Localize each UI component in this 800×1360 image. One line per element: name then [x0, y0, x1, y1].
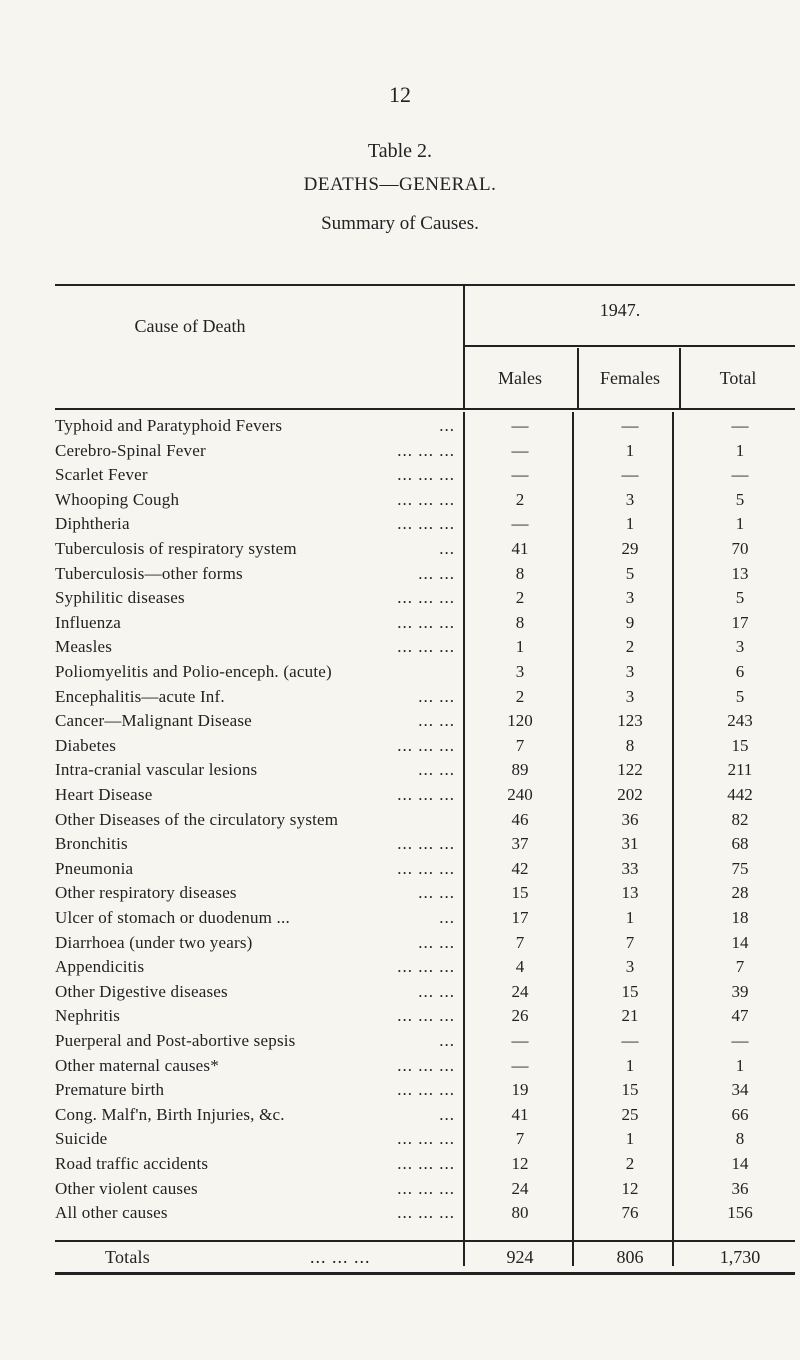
males-cell: 15	[511, 883, 529, 903]
leader-dots: ... ... ...	[397, 465, 455, 485]
males-cell: 2	[515, 686, 525, 706]
females-cell: 122	[617, 760, 643, 780]
totals-dots: ... ... ...	[310, 1247, 371, 1267]
cause-cell: Poliomyelitis and Polio-enceph. (acute)	[55, 662, 332, 681]
table-heading: DEATHS—GENERAL.	[303, 174, 497, 195]
females-cell: 1	[625, 908, 635, 927]
totals-males: 924	[506, 1247, 534, 1267]
total-cell: 34	[731, 1080, 749, 1100]
males-cell: 19	[511, 1080, 529, 1100]
males-cell: 12	[511, 1154, 529, 1173]
leader-dots: ... ... ...	[397, 785, 455, 804]
table-row	[0, 1031, 800, 1054]
leader-dots: ... ...	[418, 981, 455, 1001]
table-title: Table 2.	[367, 140, 433, 162]
total-cell: 1	[735, 514, 745, 534]
column-header-males: Males	[498, 368, 542, 388]
table-row	[0, 785, 800, 808]
males-cell: 240	[507, 785, 533, 804]
cause-cell: Heart Disease	[55, 785, 153, 804]
header-divider	[463, 284, 465, 408]
total-cell: 1	[735, 440, 745, 460]
table-row	[0, 883, 800, 906]
total-cell: 28	[731, 883, 749, 903]
leader-dots: ... ...	[418, 686, 455, 706]
leader-dots: ... ... ...	[397, 514, 455, 534]
leader-dots: ... ... ...	[397, 1080, 455, 1100]
cause-cell: Tuberculosis of respiratory system	[55, 539, 297, 558]
cause-cell: Cerebro-Spinal Fever	[55, 440, 206, 460]
cause-cell: Typhoid and Paratyphoid Fevers	[55, 416, 283, 435]
table-row	[0, 933, 800, 956]
table-row	[0, 490, 800, 513]
males-cell: 46	[511, 809, 529, 829]
cause-cell: Road traffic accidents	[55, 1154, 209, 1173]
females-cell: 1	[625, 440, 635, 460]
males-cell: 1	[515, 637, 525, 657]
table-row	[0, 588, 800, 611]
males-cell: 3	[515, 662, 525, 681]
females-cell: 12	[621, 1178, 639, 1198]
females-cell: —	[621, 1031, 639, 1050]
males-cell: 17	[511, 908, 529, 927]
females-cell: 36	[621, 809, 639, 829]
table-row	[0, 908, 800, 931]
females-cell: 29	[621, 539, 639, 558]
males-cell: —	[511, 1031, 529, 1050]
females-cell: —	[621, 465, 639, 485]
total-cell: 13	[731, 563, 749, 583]
table-row	[0, 834, 800, 857]
females-cell: 3	[625, 489, 635, 509]
total-cell: —	[731, 465, 749, 485]
table-row	[0, 441, 800, 464]
cause-cell: Cancer—Malignant Disease	[55, 711, 252, 731]
leader-dots: ... ...	[418, 883, 455, 903]
females-cell: 8	[625, 735, 635, 755]
males-cell: 8	[515, 612, 525, 632]
column-header-cause: Cause of Death	[134, 316, 246, 336]
column-header-year: 1947.	[599, 300, 641, 320]
cause-cell: Influenza	[55, 612, 121, 632]
males-cell: 24	[511, 981, 529, 1001]
table-row	[0, 1080, 800, 1103]
cause-cell: Other maternal causes*	[55, 1055, 219, 1075]
table-row	[0, 859, 800, 882]
leader-dots: ... ...	[418, 563, 455, 583]
cause-cell: All other causes	[55, 1203, 168, 1223]
total-cell: 17	[731, 612, 749, 632]
leader-dots: ...	[439, 416, 455, 435]
table-row	[0, 810, 800, 833]
leader-dots: ... ... ...	[397, 957, 455, 977]
females-cell: 7	[625, 932, 635, 952]
cause-cell: Whooping Cough	[55, 489, 180, 509]
totals-row	[0, 1247, 800, 1270]
leader-dots: ... ... ...	[397, 1154, 455, 1173]
females-cell: 33	[621, 858, 639, 878]
leader-dots: ... ...	[418, 932, 455, 952]
females-cell: 13	[621, 883, 639, 903]
total-cell: 14	[731, 1154, 749, 1173]
leader-dots: ... ... ...	[397, 489, 455, 509]
leader-dots: ... ... ...	[397, 1178, 455, 1198]
table-row	[0, 760, 800, 783]
total-cell: 66	[731, 1104, 749, 1124]
table-row	[0, 465, 800, 488]
females-cell: 25	[621, 1104, 639, 1124]
leader-dots: ... ... ...	[397, 858, 455, 878]
total-cell: 70	[731, 539, 749, 558]
leader-dots: ... ... ...	[397, 834, 455, 854]
males-cell: —	[511, 1055, 529, 1075]
total-cell: —	[731, 1031, 749, 1050]
males-cell: —	[511, 514, 529, 534]
total-cell: 243	[727, 711, 753, 731]
cause-cell: Measles	[55, 637, 113, 657]
cause-cell: Pneumonia	[55, 858, 134, 878]
table-row	[0, 416, 800, 439]
total-cell: 39	[731, 981, 749, 1001]
table-row	[0, 711, 800, 734]
total-cell: 5	[735, 686, 745, 706]
females-cell: 3	[625, 957, 635, 977]
males-cell: 2	[515, 588, 525, 608]
table-row	[0, 662, 800, 685]
table-row	[0, 957, 800, 980]
table-row	[0, 687, 800, 710]
leader-dots: ... ...	[418, 760, 455, 780]
females-cell: 15	[621, 1080, 639, 1100]
females-cell: 1	[625, 1055, 635, 1075]
total-cell: 156	[727, 1203, 753, 1223]
table-row	[0, 1056, 800, 1079]
totals-total: 1,730	[719, 1247, 761, 1267]
table-row	[0, 1006, 800, 1029]
males-cell: —	[511, 440, 529, 460]
table-row	[0, 564, 800, 587]
leader-dots: ...	[439, 539, 455, 558]
males-cell: 41	[511, 539, 529, 558]
leader-dots: ... ... ...	[397, 1006, 455, 1026]
leader-dots: ...	[439, 1031, 455, 1050]
total-cell: 211	[727, 760, 753, 780]
males-cell: 8	[515, 563, 525, 583]
cause-cell: Nephritis	[55, 1006, 121, 1026]
males-cell: 120	[507, 711, 533, 731]
table-subheading: Summary of Causes.	[321, 213, 479, 234]
table-row	[0, 613, 800, 636]
cause-cell: Puerperal and Post-abortive sepsis	[55, 1031, 296, 1050]
total-cell: 36	[731, 1178, 749, 1198]
females-cell: 3	[625, 588, 635, 608]
females-cell: 202	[617, 785, 643, 804]
table-row	[0, 736, 800, 759]
leader-dots: ... ... ...	[397, 735, 455, 755]
females-cell: 9	[625, 612, 635, 632]
females-cell: —	[621, 416, 639, 435]
cause-cell: Premature birth	[55, 1080, 165, 1100]
table-row	[0, 539, 800, 562]
leader-dots: ... ... ...	[397, 1055, 455, 1075]
males-cell: 2	[515, 489, 525, 509]
females-cell: 3	[625, 686, 635, 706]
total-cell: 3	[735, 637, 745, 657]
females-cell: 5	[625, 563, 635, 583]
totals-females: 806	[616, 1247, 644, 1267]
bottom-rule	[55, 1272, 795, 1275]
page-number: 12	[389, 82, 411, 107]
total-cell: 14	[731, 932, 749, 952]
total-cell: 442	[727, 785, 753, 804]
males-cell: 42	[511, 858, 529, 878]
cause-cell: Bronchitis	[55, 834, 128, 854]
total-cell: —	[731, 416, 749, 435]
column-header-total: Total	[719, 368, 757, 388]
total-cell: 75	[731, 858, 749, 878]
cause-cell: Tuberculosis—other forms	[55, 563, 243, 583]
males-cell: 7	[515, 932, 525, 952]
males-cell: —	[511, 465, 529, 485]
females-cell: 21	[621, 1006, 639, 1026]
females-cell: 31	[621, 834, 639, 854]
leader-dots: ...	[439, 908, 455, 927]
males-cell: 4	[515, 957, 525, 977]
females-cell: 3	[625, 662, 635, 681]
cause-cell: Intra-cranial vascular lesions	[55, 760, 258, 780]
table-row	[0, 1105, 800, 1128]
table-row	[0, 1203, 800, 1226]
totals-top-rule	[55, 1240, 795, 1242]
total-cell: 7	[735, 957, 745, 977]
cause-cell: Diabetes	[55, 735, 117, 755]
females-cell: 2	[625, 1154, 635, 1173]
cause-cell: Diphtheria	[55, 514, 130, 534]
total-cell: 1	[735, 1055, 745, 1075]
year-rule	[465, 345, 795, 347]
cause-cell: Scarlet Fever	[55, 465, 148, 485]
cause-cell: Other respiratory diseases	[55, 883, 237, 903]
table-row	[0, 637, 800, 660]
cause-cell: Diarrhoea (under two years)	[55, 932, 253, 952]
leader-dots: ...	[439, 1104, 455, 1124]
leader-dots: ... ... ...	[397, 1129, 455, 1149]
total-cell: 15	[731, 735, 749, 755]
cause-cell: Ulcer of stomach or duodenum ...	[55, 908, 290, 927]
total-cell: 5	[735, 588, 745, 608]
females-cell: 1	[625, 1129, 635, 1149]
males-cell: 80	[511, 1203, 529, 1223]
cause-cell: Encephalitis—acute Inf.	[55, 686, 225, 706]
cause-cell: Suicide	[55, 1129, 108, 1149]
header-divider	[577, 348, 579, 408]
table-row	[0, 1154, 800, 1177]
females-cell: 1	[625, 514, 635, 534]
table-row	[0, 982, 800, 1005]
cause-cell: Syphilitic diseases	[55, 588, 185, 608]
header-bottom-rule	[55, 408, 795, 410]
leader-dots: ... ...	[418, 711, 455, 731]
total-cell: 68	[731, 834, 749, 854]
females-cell: 76	[621, 1203, 639, 1223]
total-cell: 8	[735, 1129, 745, 1149]
total-cell: 5	[735, 489, 745, 509]
total-cell: 6	[735, 662, 745, 681]
males-cell: 89	[511, 760, 529, 780]
leader-dots: ... ... ...	[397, 440, 455, 460]
total-cell: 47	[731, 1006, 749, 1026]
cause-cell: Appendicitis	[55, 957, 145, 977]
column-header-females: Females	[600, 368, 660, 388]
total-cell: 18	[731, 908, 749, 927]
table-row	[0, 1129, 800, 1152]
males-cell: 41	[511, 1104, 529, 1124]
total-cell: 82	[731, 809, 749, 829]
table-row	[0, 1179, 800, 1202]
males-cell: —	[511, 416, 529, 435]
totals-label: Totals	[105, 1247, 150, 1267]
leader-dots: ... ... ...	[397, 1203, 455, 1223]
males-cell: 37	[511, 834, 529, 854]
males-cell: 26	[511, 1006, 529, 1026]
cause-cell: Cong. Malf'n, Birth Injuries, &c.	[55, 1104, 285, 1124]
cause-cell: Other Diseases of the circulatory system	[55, 809, 339, 829]
males-cell: 24	[511, 1178, 529, 1198]
females-cell: 2	[625, 637, 635, 657]
leader-dots: ... ... ...	[397, 637, 455, 657]
cause-cell: Other violent causes	[55, 1178, 198, 1198]
females-cell: 123	[617, 711, 643, 731]
top-rule	[55, 284, 795, 286]
leader-dots: ... ... ...	[397, 588, 455, 608]
table-row	[0, 514, 800, 537]
males-cell: 7	[515, 1129, 525, 1149]
cause-cell: Other Digestive diseases	[55, 981, 228, 1001]
males-cell: 7	[515, 735, 525, 755]
females-cell: 15	[621, 981, 639, 1001]
leader-dots: ... ... ...	[397, 612, 455, 632]
